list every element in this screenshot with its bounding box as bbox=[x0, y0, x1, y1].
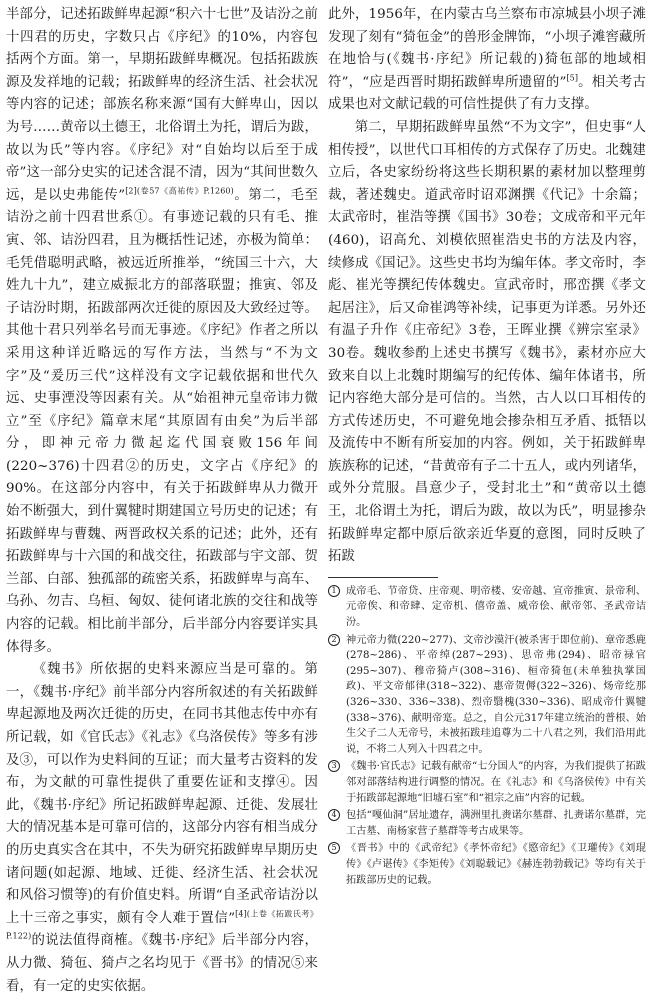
footnote bbox=[328, 841, 646, 888]
left-column bbox=[6, 4, 318, 998]
footnote-divider bbox=[328, 577, 438, 578]
footnote-text: 神元帝力微(220~277)、文帝沙漠汗(被杀害于即位前)、章帝悉鹿(278~286)、平帝绰(287~293)、思帝弗(294)、昭帝禄官(295~307)、穆帝猗卢(308~316)、桓帝猗㐌(未单独执掌国政)、平文帝郁律(318~322)、惠帝贺傉(322~326)、炀帝纥那(326~330、336~338)、烈帝翳槐(330~336)、昭成帝什翼犍(338~376)、献明帝寔。总之，自公元317年建立统治的普根、始生父子二人无帝号，未被拓跋珪追尊为二十八君之列，我们沿用此说，不将二人列入十四君之中。 bbox=[346, 634, 646, 755]
body-paragraph bbox=[6, 4, 318, 659]
citation-marker: [4](上卷《拓跋氏考》P.122) bbox=[6, 909, 319, 941]
footnote-text: 成帝毛、节帝贷、庄帝观、明帝楼、安帝越、宣帝推寅、景帝利、元帝俟、和帝肆、定帝机、僖帝盖、威帝侩、献帝邻、圣武帝诘汾。 bbox=[346, 585, 646, 629]
footnote-marker: 5 bbox=[328, 842, 340, 854]
footnote-marker: 1 bbox=[328, 585, 340, 597]
footnote-marker: 3 bbox=[328, 760, 340, 772]
footnote bbox=[328, 808, 646, 839]
body-paragraph bbox=[328, 4, 646, 117]
footnote-text: 《晋书》中的《武帝纪》《孝怀帝纪》《愍帝纪》《卫瓘传》《刘琨传》《卢谌传》《李矩传》《刘聪载记》《赫连勃勃载记》等均有关于拓跋部历史的记载。 bbox=[346, 843, 646, 886]
footnote-text: 《魏书·官氏志》记载有献帝“七分国人”的内容，为我们提供了拓跋邻对部落结构进行调整的情况。在《礼志》和《乌洛侯传》中有关于拓跋部起源地“旧墟石室”和“祖宗之庙”内容的记载。 bbox=[346, 761, 646, 804]
citation-marker: [2](卷57《高祐传》P.1260) bbox=[125, 186, 234, 196]
footnote bbox=[328, 759, 646, 806]
footnote-text: 包括“嘎仙洞”居址遗存，满洲里扎赉诺尔墓群、扎赉诺尔墓群，完工古墓、南杨家营子墓群等考古成果等。 bbox=[346, 810, 646, 837]
body-paragraph: 第二，早期拓跋鲜卑虽然“不为文字”，但史事“人相传授”，以世代口耳相传的方式保存了历史。北魏建立后，各史家纷纷将这些长期积累的素材加以整理剪裁，著述魏史。道武帝时诏邓渊撰《代记》十余篇；太武帝时，崔浩等撰《国书》30卷；文成帝和平元年(460)，诏高允、刘模依照崔浩史书的方法及内容，续修成《国记》。这些史书均为编年体。孝文帝时，李彪、崔光等撰纪传体魏史。宣武帝时，邢峦撰《孝文起居注》，后又命崔鸿等补续，记事更为详悉。另外还有温子升作《庄帝纪》3卷，王晖业撰《辨宗室录》30卷。魏收参酌上述史书撰写《魏书》，素材亦应大致来自以上北魏时期编写的纪传体、编年体诸书，所记内容绝大部分是可信的。当然，古人以口耳相传的方式传述历史，不可避免地会掺杂相互矛盾、抵牾以及流传中不断有所妄加的内容。例如，关于拓跋鲜卑族族称的记述，“昔黄帝有子二十五人，或内列诸华，或外分荒服。昌意少子，受封北土”和“黄帝以土德王，北俗谓土为托，谓后为跋，故以为氏”，明显掺杂拓跋鲜卑定都中原后欲亲近华夏的意图，同时反映了拓跋 bbox=[328, 119, 646, 565]
paragraph-text: 。相关考古成果也对文献记载的可信性提供了有力支撑。 bbox=[328, 74, 647, 113]
paragraph-text: 《魏书》所依据的史料来源应当是可靠的。第一，《魏书·序纪》前半部分内容所叙述的有关拓跋鲜卑起源地及两次迁徙的历史，在同书其他志传中亦有所记载，如《官氏志》《礼志》《乌洛侯传》等多有涉及③，可以作为史料间的互证；而大量考古资料的发布，为文献的可靠性提供了重要佐证和支撑④。因此，《魏书·序纪》所记拓跋鲜卑起源、迁徙、发展壮大的情况基本是可靠可信的，这部分内容有相当成分的历史真实含在其中，不失为研究拓跋鲜卑早期历史诸问题(如起源、地域、迁徙、经济生活、社会状况和风俗习惯等)的有价值史料。所谓“自圣武帝诘汾以上十三帝之事实，颇有令人难于置信” bbox=[6, 662, 318, 926]
footnote-marker: 2 bbox=[328, 634, 340, 646]
paragraph-text: 。第二，毛至诘汾之前十四君世系①。有事迹记载的只有毛、推寅、邻、诘汾四君，且为概括性记述，亦极为简单：毛凭借聪明武略，被远近所推举，“统国三十六，大姓九十九”，建立威振北方的部落联盟；推寅、邻及子诘汾时期，拓跋部两次迁徙的原因及大致经过等。其他十君只列举名号而无事迹。《序纪》作者之所以采用这种详近略远的写作方法，当然与“不为文字”及“爰历三代”这样没有文字记载依据和世代久远、史事湮没等因素有关。从“始祖神元皇帝讳力微立”至《序纪》篇章末尾“其原固有由矣”为后半部分，即神元帝力微起迄代国衰败156年间(220~376)十四君②的历史，文字占《序纪》的90%。在这部分内容中，有关于拓跋鲜卑从力微开始不断强大，到什翼犍时期建国立号历史的记述；有拓跋鲜卑与曹魏、两晋政权关系的记述；此外，还有拓跋鲜卑与十六国的和战交往，拓跋部与宇文部、贺兰部、白部、独孤部的疏密关系，拓跋鲜卑与高车、乌孙、勿吉、乌桓、匈奴、徒何诸北族的交往和战等内容的记载。相比前半部分，后半部分内容要详实具体得多。 bbox=[6, 187, 318, 655]
right-column bbox=[328, 4, 646, 890]
citation-marker: [5] bbox=[566, 73, 579, 83]
body-paragraph bbox=[6, 659, 318, 998]
paragraph-text: 的说法值得商榷。《魏书·序纪》后半部分内容，从力微、猗㐌、猗卢之名均见于《晋书》的情况⑤来看，有一定的史实依据。 bbox=[6, 933, 318, 994]
paragraph-text: 半部分，记述拓跋鲜卑起源“积六十七世”及诘汾之前十四君的历史，字数只占《序纪》的10%，内容包括两个方面。第一，早期拓跋鲜卑概况。包括拓跋族源及发祥地的记载；拓跋鲜卑的经济生活、社会状况等内容的记述；部族名称来源“国有大鲜卑山，因以为号……黄帝以土德王，北俗谓土为托，谓后为跋，故以为氏”等内容。《序纪》对“自始均以后至于成帝”这一部分史实的记述含混不清，因为“其间世数久远，是以史弗能传” bbox=[6, 7, 318, 203]
footnote bbox=[328, 584, 646, 631]
footnote-marker: 4 bbox=[328, 809, 340, 821]
footnote bbox=[328, 633, 646, 758]
footnote-list bbox=[328, 584, 646, 888]
paragraph-text: 此外，1956年，在内蒙古乌兰察布市凉城县小坝子滩发现了刻有“猗㐌金”的兽形金牌饰，“小坝子滩窖藏所在地恰与(《魏书·序纪》所记载的)猗㐌部的地域相符”，“应是西晋时期拓跋鲜卑所遗留的” bbox=[328, 7, 646, 90]
